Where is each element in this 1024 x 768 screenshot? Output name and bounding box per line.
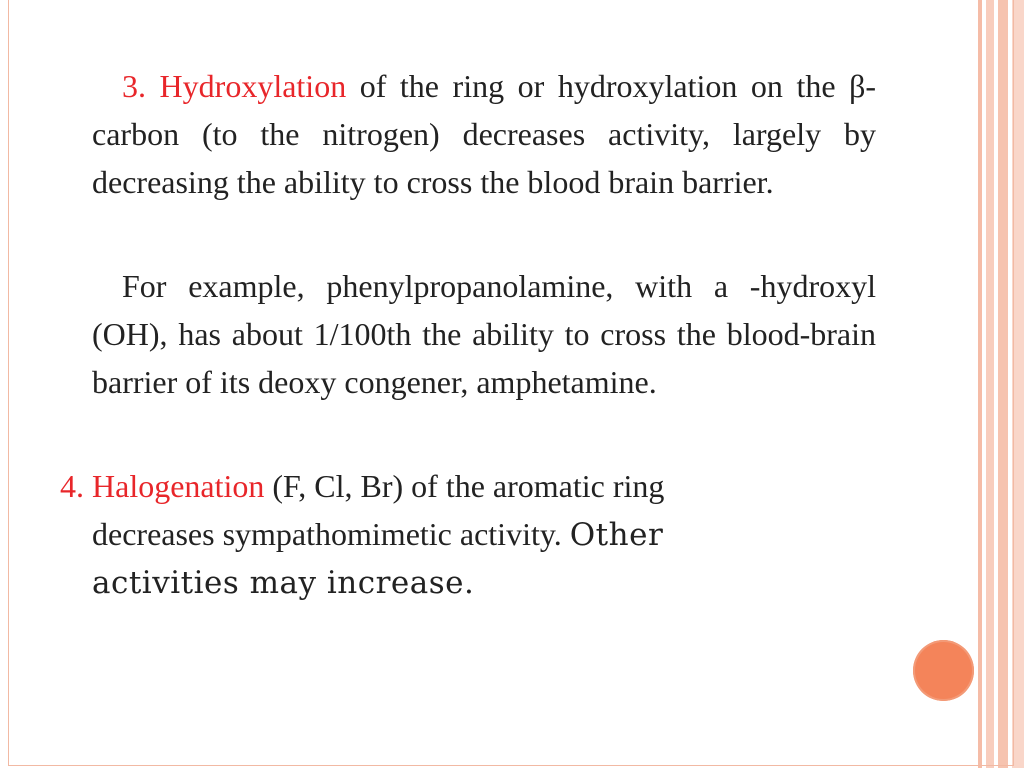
paragraph-body: decreases sympathomimetic activity. <box>92 516 570 552</box>
decorative-circle-icon <box>913 640 974 701</box>
item-number: 3. <box>122 68 146 104</box>
paragraph-example <box>92 262 876 406</box>
paragraph-halogenation <box>60 462 820 607</box>
paragraph-body: For example, phenylpropanolamine, with a -hydroxyl (OH), has about 1/100th the ability to cross the blood-brain barrier of its deoxy congener, amphetamine. <box>92 268 876 400</box>
paragraph-hydroxylation <box>92 62 876 206</box>
paragraph-tail: Other <box>569 517 664 553</box>
paragraph-line <box>60 510 820 559</box>
item-heading: Halogenation <box>92 468 265 504</box>
paragraph-line <box>60 462 820 510</box>
paragraph-line <box>60 559 820 607</box>
paragraph-body: of the ring or hydroxylation on the β-carbon (to the nitrogen) decreases activity, largely by decreasing the ability to cross the blood brain barrier. <box>92 68 877 200</box>
paragraph-body: (F, Cl, Br) of the aromatic ring <box>264 468 665 504</box>
paragraph-tail: activities may increase. <box>92 565 475 601</box>
item-number: 4. <box>60 468 84 504</box>
item-heading: Hydroxylation <box>159 68 347 104</box>
